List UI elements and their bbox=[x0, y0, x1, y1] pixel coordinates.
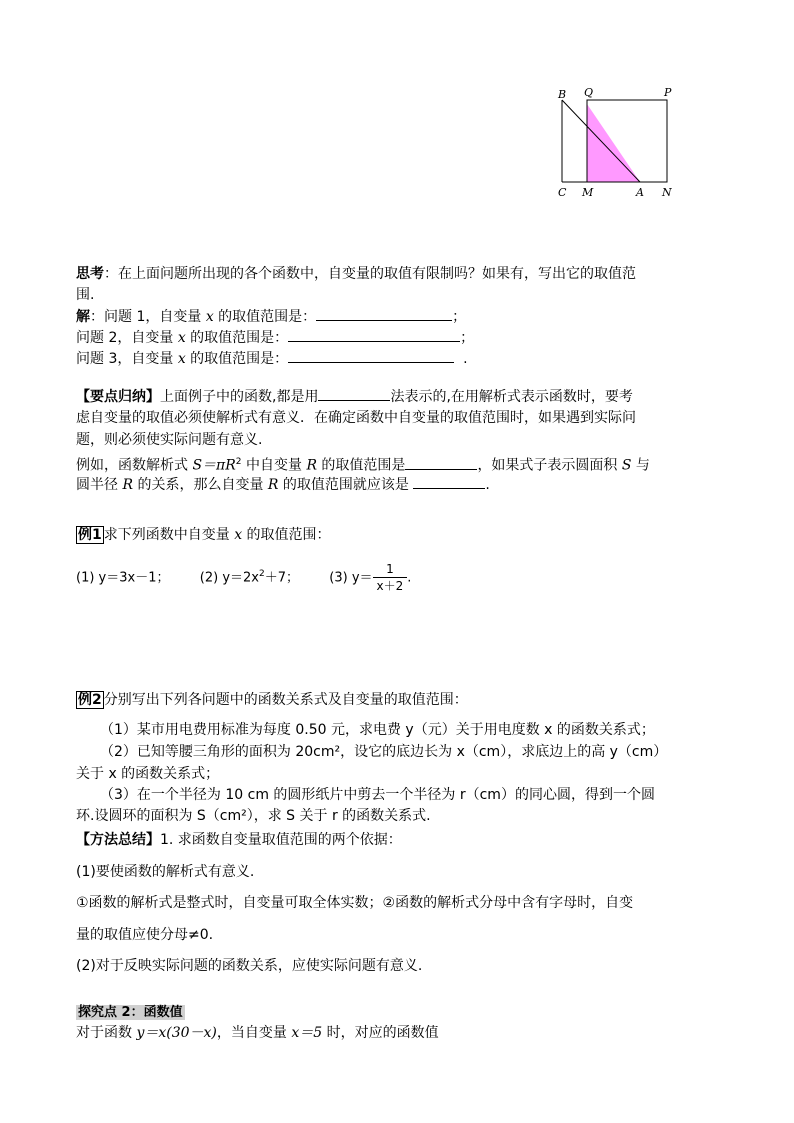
answer-q3-post: 的取值范围是： bbox=[185, 351, 289, 367]
method-r1: (1)要使函数的解析式有意义. bbox=[76, 864, 255, 880]
answer-label: 解 bbox=[76, 309, 90, 325]
summary-formula: S＝πR bbox=[192, 457, 236, 474]
fraction-denominator: x＋2 bbox=[376, 579, 404, 594]
summary-var-r2: R bbox=[122, 477, 133, 493]
summary-text-5c: 的取值范围就应该是 bbox=[278, 477, 414, 493]
summary-line5 bbox=[76, 474, 490, 495]
answer-q1-post: 的取值范围是： bbox=[213, 309, 317, 325]
think-line2 bbox=[76, 285, 94, 305]
method-text: 1. 求函数自变量取值范围的两个依据： bbox=[160, 832, 402, 848]
method-r3: (2)对于反映实际问题的函数关系，应使实际问题有意义. bbox=[76, 958, 423, 974]
explore-text-end: 时，对应的函数值 bbox=[322, 1025, 439, 1041]
label-n: N bbox=[662, 186, 672, 199]
answer-blank-1[interactable] bbox=[316, 306, 452, 321]
example2-p2b: 关于 x 的函数关系式； bbox=[76, 766, 220, 782]
summary-text-1a: 上面例子中的函数,都是用 bbox=[160, 389, 319, 405]
summary-text-4c: 的取值范围是 bbox=[316, 457, 406, 474]
example1-fraction bbox=[373, 561, 408, 594]
label-q: Q bbox=[584, 86, 594, 99]
answer-q1-var: x bbox=[205, 309, 214, 325]
summary-text-5a: 圆半径 bbox=[76, 477, 123, 493]
example2-p1: （1）某市用电费用标准为每度 0.50 元，求电费 y（元）关于用电度数 x 的函数关系式； bbox=[100, 722, 655, 738]
summary-label: 【要点归纳】 bbox=[76, 389, 160, 405]
method-heading bbox=[76, 830, 402, 850]
method-r2a: ①函数的解析式是整式时，自变量可取全体实数；②函数的解析式分母中含有字母时，自变 bbox=[76, 895, 634, 911]
think-label: 思考 bbox=[76, 266, 104, 282]
geometry-figure bbox=[552, 84, 692, 204]
summary-line3 bbox=[76, 430, 262, 450]
explore-text bbox=[76, 1023, 439, 1043]
summary-line2 bbox=[76, 408, 636, 428]
example1-label: 例1 bbox=[78, 527, 102, 543]
summary-blank-3[interactable] bbox=[413, 474, 485, 489]
summary-text-2: 虑自变量的取值必须使解析式有意义．在确定函数中自变量的取值范围时，如果遇到实际问 bbox=[76, 410, 636, 426]
summary-text-1b: 法表示的,在用解析式表示函数时，要考 bbox=[390, 389, 633, 405]
example1-f3-end: . bbox=[407, 570, 412, 586]
summary-text-5b: 的关系，那么自变量 bbox=[133, 477, 268, 493]
explore-formula: y＝x(30－x) bbox=[136, 1025, 217, 1041]
explore-heading bbox=[76, 1002, 185, 1023]
answer-q3-pre: 问题 3，自变量 bbox=[76, 351, 178, 367]
summary-line4 bbox=[76, 452, 650, 476]
method-label: 【方法总结】 bbox=[76, 832, 160, 848]
example1-f1: (1) y＝3x－1； bbox=[76, 570, 170, 586]
think-text-1: ：在上面问题所出现的各个函数中，自变量的取值有限制吗？如果有，写出它的取值范 bbox=[104, 266, 636, 282]
example2-text: 分别写出下列各问题中的函数关系式及自变量的取值范围： bbox=[103, 692, 468, 708]
explore-text-pre: 对于函数 bbox=[76, 1025, 137, 1041]
example2-p2a: （2）已知等腰三角形的面积为 20cm²，设它的底边长为 x（cm），求底边上的高 y（cm） bbox=[100, 744, 668, 760]
example1-f2-pre: (2) y＝2x bbox=[199, 570, 259, 586]
example2-p3a: （3）在一个半径为 10 cm 的圆形纸片中剪去一个半径为 r（cm）的同心圆，得到一个圆 bbox=[100, 787, 655, 803]
summary-var-r3: R bbox=[267, 477, 279, 493]
summary-text-4d: ，如果式子表示圆面积 bbox=[477, 457, 622, 474]
answer-line2 bbox=[76, 327, 474, 348]
summary-text-5end: . bbox=[485, 477, 490, 493]
label-b: B bbox=[558, 88, 567, 101]
answer-q2-end: ； bbox=[460, 330, 475, 346]
answer-q2-post: 的取值范围是： bbox=[185, 330, 289, 346]
example1-text-end: 的取值范围： bbox=[242, 527, 331, 543]
example2-p3b: 环.设圆环的面积为 S（cm²），求 S 关于 r 的函数关系式. bbox=[76, 808, 431, 824]
summary-text-3: 题，则必须使实际问题有意义. bbox=[76, 432, 263, 448]
example1-heading bbox=[76, 525, 331, 545]
summary-blank-1[interactable] bbox=[318, 386, 390, 401]
label-m: M bbox=[582, 186, 594, 199]
answer-q2-pre: 问题 2，自变量 bbox=[76, 330, 178, 346]
answer-line3 bbox=[76, 348, 468, 369]
summary-var-s: S bbox=[621, 457, 632, 474]
answer-blank-3[interactable] bbox=[288, 348, 454, 363]
example1-var: x bbox=[234, 527, 243, 543]
label-c: C bbox=[558, 186, 567, 199]
shaded-triangle bbox=[587, 104, 640, 182]
answer-q2-var: x bbox=[177, 330, 186, 346]
summary-line1 bbox=[76, 386, 633, 407]
summary-var-r: R bbox=[306, 457, 317, 474]
summary-blank-2[interactable] bbox=[405, 455, 477, 470]
example1-f3-pre: (3) y＝ bbox=[329, 570, 373, 586]
summary-text-4a: 例如，函数解析式 bbox=[76, 457, 193, 474]
explore-text-mid: ，当自变量 bbox=[216, 1025, 292, 1041]
summary-text-4e: 与 bbox=[631, 457, 650, 474]
summary-formula-sup: 2 bbox=[235, 457, 242, 467]
explore-label: 探究点 2：函数值 bbox=[78, 1005, 183, 1020]
think-line1 bbox=[76, 264, 636, 284]
label-a: A bbox=[636, 186, 644, 199]
example1-formulas bbox=[76, 558, 411, 594]
answer-blank-2[interactable] bbox=[288, 327, 460, 342]
example1-f2-sup: 2 bbox=[258, 569, 265, 579]
example2-heading bbox=[76, 690, 468, 710]
answer-q3-var: x bbox=[177, 351, 186, 367]
answer-q3-end: . bbox=[463, 351, 468, 367]
answer-line1 bbox=[76, 306, 466, 327]
think-text-2: 围. bbox=[76, 287, 95, 303]
fraction-numerator: 1 bbox=[373, 561, 408, 578]
example1-text: 求下列函数中自变量 bbox=[103, 527, 235, 543]
example2-label: 例2 bbox=[78, 692, 102, 708]
answer-q1-end: ； bbox=[452, 309, 467, 325]
method-r2b: 量的取值应使分母≠0. bbox=[76, 927, 214, 943]
example1-f2-post: ＋7； bbox=[264, 570, 299, 586]
label-p: P bbox=[664, 86, 672, 99]
answer-q1-pre: ：问题 1，自变量 bbox=[90, 309, 206, 325]
explore-condition: x＝5 bbox=[291, 1025, 323, 1041]
summary-text-4b: 中自变量 bbox=[241, 457, 307, 474]
